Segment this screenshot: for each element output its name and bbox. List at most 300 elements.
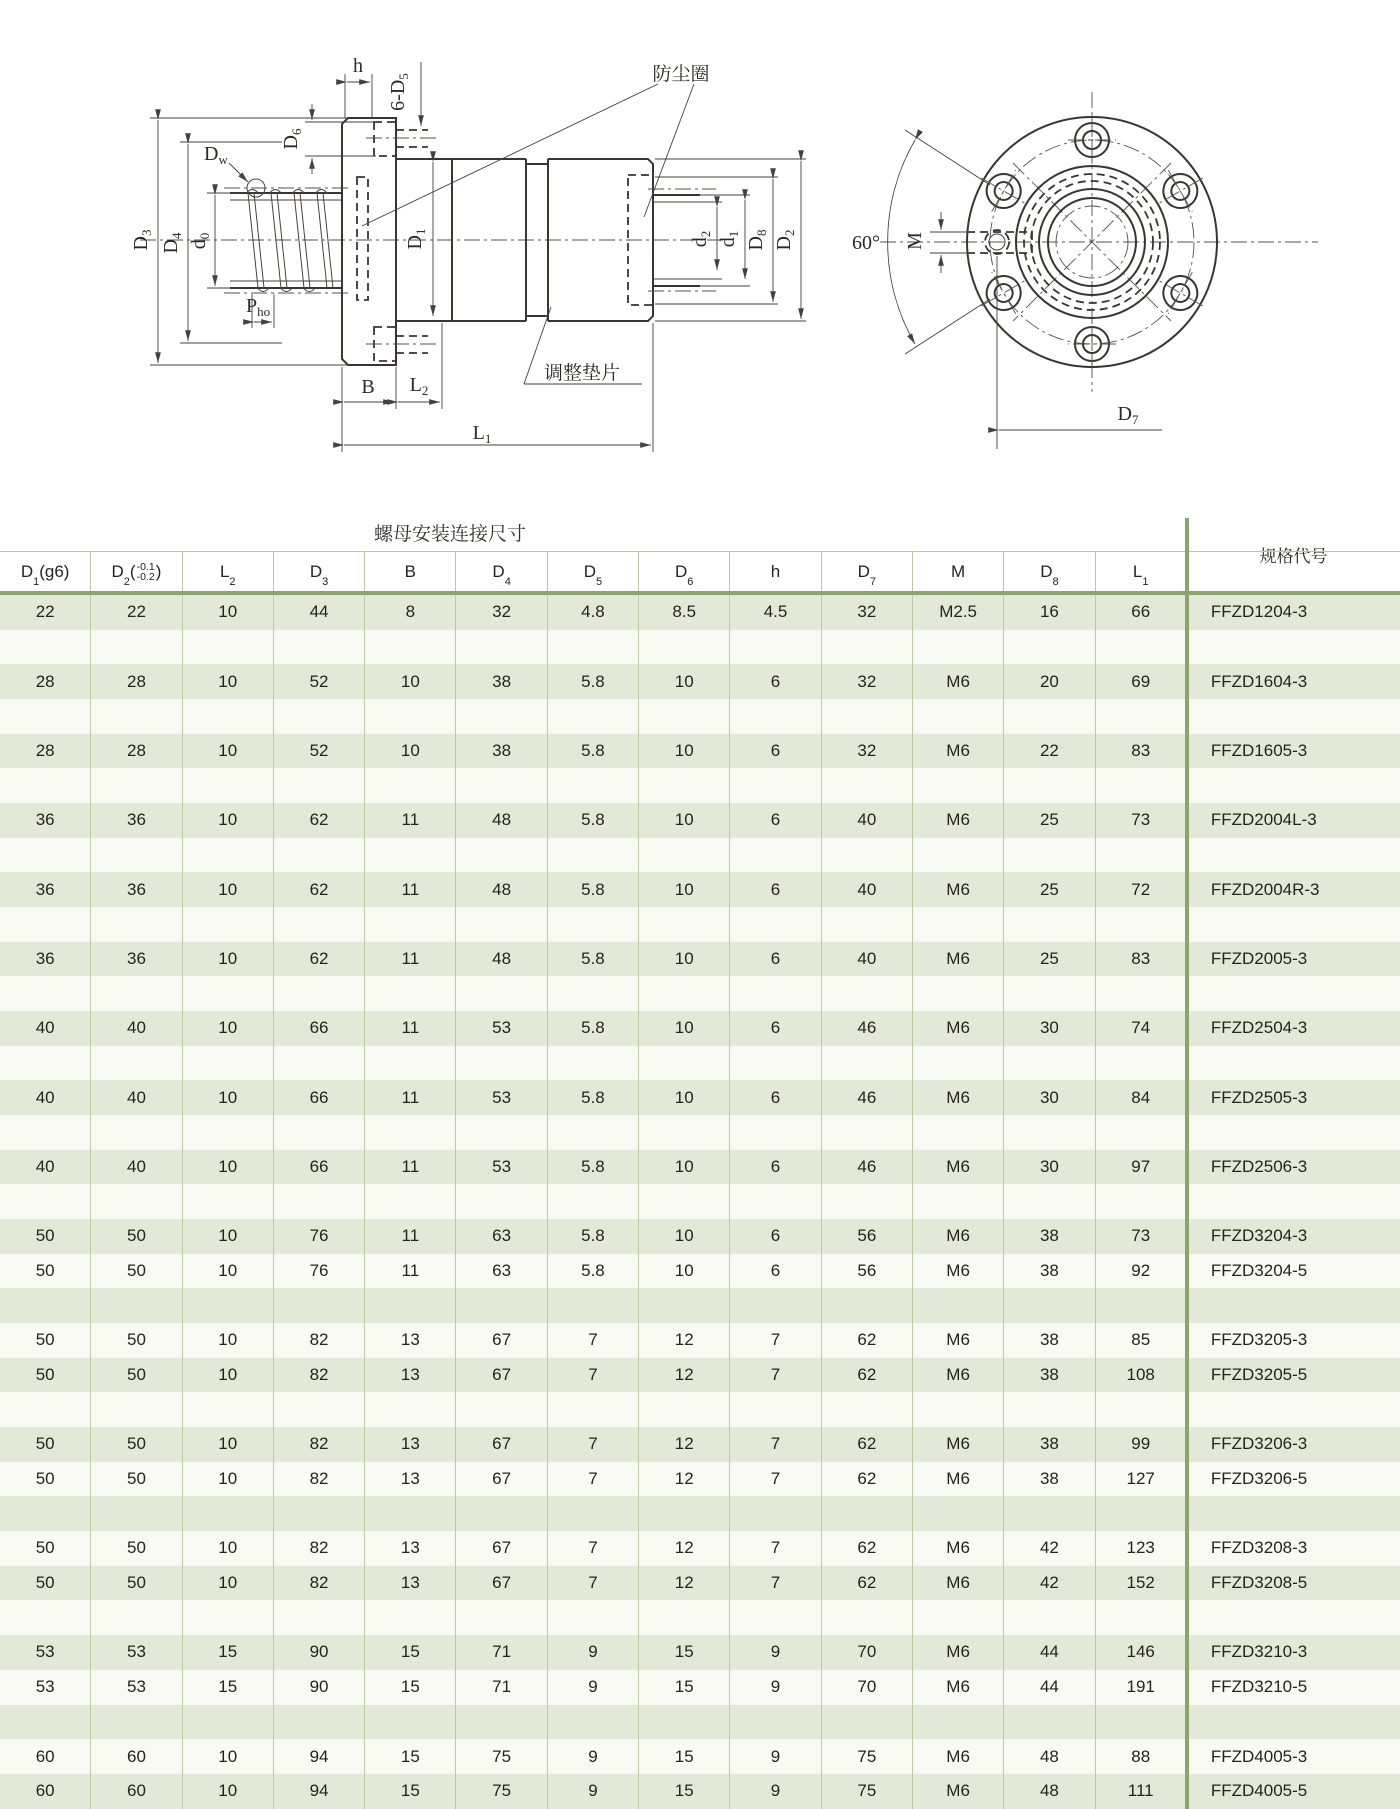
table-cell xyxy=(456,768,547,803)
table-cell xyxy=(548,1705,639,1740)
column-header: D 7 xyxy=(822,552,913,592)
table-cell: 6 xyxy=(730,1150,821,1185)
technical-drawing xyxy=(0,0,1400,460)
table-cell: 7 xyxy=(730,1531,821,1566)
table-cell xyxy=(1004,1184,1095,1219)
table-cell: 94 xyxy=(274,1774,365,1809)
table-cell: 10 xyxy=(183,1531,274,1566)
column-header: M xyxy=(913,552,1004,592)
dim-label-l1: $L_1$ xyxy=(472,422,492,446)
table-cell xyxy=(730,1184,821,1219)
table-cell xyxy=(91,630,182,665)
table-cell xyxy=(183,768,274,803)
table-cell: 38 xyxy=(456,664,547,699)
table-cell xyxy=(1004,838,1095,873)
spec-code-cell: FFZD1604-3 xyxy=(1210,671,1308,691)
spec-code-cell xyxy=(1187,838,1400,873)
table-cell: 10 xyxy=(639,1011,730,1046)
table-cell: 10 xyxy=(183,734,274,769)
table-cell: 48 xyxy=(456,803,547,838)
table-cell: 32 xyxy=(822,664,913,699)
table-cell: 9 xyxy=(548,1635,639,1670)
table-cell: 66 xyxy=(274,1080,365,1115)
table-cell xyxy=(274,1184,365,1219)
table-cell xyxy=(365,1600,456,1635)
table-cell xyxy=(0,1705,91,1740)
table-cell xyxy=(913,1046,1004,1081)
table-cell: 76 xyxy=(274,1254,365,1289)
table-cell xyxy=(1004,976,1095,1011)
table-cell: 67 xyxy=(456,1358,547,1393)
dim-label-d2-small: $d_2$ xyxy=(689,230,713,248)
table-cell xyxy=(1096,768,1187,803)
table-cell: 5.8 xyxy=(548,803,639,838)
table-cell: M6 xyxy=(913,872,1004,907)
table-row xyxy=(0,1358,1400,1393)
table-cell: 40 xyxy=(0,1150,91,1185)
table-cell: 11 xyxy=(365,1011,456,1046)
table-cell xyxy=(1096,1115,1187,1150)
table-cell: 7 xyxy=(548,1358,639,1393)
table-cell: 40 xyxy=(0,1080,91,1115)
table-cell: 62 xyxy=(822,1566,913,1601)
table-cell: 7 xyxy=(548,1462,639,1497)
dust-ring-leader-2 xyxy=(644,84,694,217)
table-cell xyxy=(913,1184,1004,1219)
table-cell: 10 xyxy=(183,1080,274,1115)
table-cell: 50 xyxy=(0,1323,91,1358)
table-spacer-row xyxy=(0,838,1400,873)
table-cell xyxy=(183,1600,274,1635)
table-cell: 40 xyxy=(822,872,913,907)
table-cell xyxy=(548,768,639,803)
spec-code-cell xyxy=(1187,907,1400,942)
table-cell xyxy=(1096,630,1187,665)
table-cell: 10 xyxy=(183,1427,274,1462)
table-cell: M6 xyxy=(913,1774,1004,1809)
table-cell: 15 xyxy=(365,1739,456,1774)
table-cell: 94 xyxy=(274,1739,365,1774)
table-row xyxy=(0,1254,1400,1289)
table-cell: 123 xyxy=(1096,1531,1187,1566)
table-cell xyxy=(1096,1288,1187,1323)
table-cell xyxy=(730,630,821,665)
table-cell: 15 xyxy=(365,1774,456,1809)
table-cell xyxy=(913,838,1004,873)
table-cell: 11 xyxy=(365,1219,456,1254)
table-cell xyxy=(365,907,456,942)
table-cell: 60 xyxy=(91,1739,182,1774)
table-cell: 10 xyxy=(639,734,730,769)
table-cell xyxy=(91,1600,182,1635)
table-cell xyxy=(91,1184,182,1219)
table-cell xyxy=(639,699,730,734)
table-cell xyxy=(274,907,365,942)
table-cell: 62 xyxy=(822,1358,913,1393)
table-cell: 53 xyxy=(456,1080,547,1115)
table-cell: 191 xyxy=(1096,1670,1187,1705)
table-cell xyxy=(274,630,365,665)
spec-code-cell: FFZD3206-3 xyxy=(1210,1434,1308,1454)
table-cell: 48 xyxy=(456,942,547,977)
table-cell xyxy=(730,1046,821,1081)
table-cell: M2.5 xyxy=(913,595,1004,630)
table-cell xyxy=(91,768,182,803)
spec-code-cell xyxy=(1187,1496,1400,1531)
table-cell xyxy=(365,838,456,873)
table-cell xyxy=(365,1496,456,1531)
table-cell: 46 xyxy=(822,1080,913,1115)
table-cell xyxy=(730,1600,821,1635)
table-cell xyxy=(0,1288,91,1323)
table-cell xyxy=(0,1496,91,1531)
table-cell: 10 xyxy=(639,1254,730,1289)
table-cell xyxy=(0,630,91,665)
table-cell xyxy=(639,838,730,873)
table-cell: 9 xyxy=(730,1739,821,1774)
table-cell: 50 xyxy=(0,1427,91,1462)
table-cell xyxy=(730,1705,821,1740)
table-cell xyxy=(639,1392,730,1427)
table-cell: 22 xyxy=(0,595,91,630)
table-cell: 40 xyxy=(91,1080,182,1115)
table-cell: 36 xyxy=(91,803,182,838)
table-cell xyxy=(274,976,365,1011)
table-cell xyxy=(913,1392,1004,1427)
table-cell: 85 xyxy=(1096,1323,1187,1358)
table-cell: 7 xyxy=(730,1323,821,1358)
table-cell: 60 xyxy=(0,1739,91,1774)
table-row xyxy=(0,942,1400,977)
table-cell: 40 xyxy=(0,1011,91,1046)
table-cell: M6 xyxy=(913,1219,1004,1254)
table-cell: 82 xyxy=(274,1323,365,1358)
table-cell xyxy=(365,1705,456,1740)
table-cell: 11 xyxy=(365,1080,456,1115)
spec-code-cell xyxy=(1187,1115,1400,1150)
table-cell: M6 xyxy=(913,1739,1004,1774)
table-cell: 82 xyxy=(274,1358,365,1393)
table-cell: 50 xyxy=(91,1462,182,1497)
table-spacer-row xyxy=(0,976,1400,1011)
table-cell xyxy=(1096,1600,1187,1635)
table-cell: 53 xyxy=(0,1670,91,1705)
table-cell: 50 xyxy=(0,1358,91,1393)
dim-label-d4: $D_4$ xyxy=(160,232,184,254)
table-cell: 71 xyxy=(456,1670,547,1705)
table-cell: 40 xyxy=(91,1150,182,1185)
table-cell: 50 xyxy=(91,1219,182,1254)
dim-label-m: M xyxy=(904,232,926,250)
table-cell: 12 xyxy=(639,1427,730,1462)
table-cell: M6 xyxy=(913,1323,1004,1358)
table-row xyxy=(0,1531,1400,1566)
table-cell: 36 xyxy=(0,803,91,838)
table-cell: 46 xyxy=(822,1150,913,1185)
table-cell: M6 xyxy=(913,1254,1004,1289)
dim-label-d6: $D_6$ xyxy=(280,128,304,150)
table-cell: M6 xyxy=(913,1427,1004,1462)
table-cell xyxy=(456,1392,547,1427)
table-cell: 75 xyxy=(822,1774,913,1809)
table-cell: 6 xyxy=(730,1011,821,1046)
table-cell: 10 xyxy=(639,803,730,838)
table-cell xyxy=(913,1288,1004,1323)
spec-code-cell: FFZD3206-5 xyxy=(1210,1469,1308,1489)
table-cell xyxy=(822,1115,913,1150)
table-cell xyxy=(1096,976,1187,1011)
spec-code-cell: FFZD2505-3 xyxy=(1210,1087,1308,1107)
table-cell: 11 xyxy=(365,942,456,977)
table-cell: M6 xyxy=(913,803,1004,838)
spec-code-cell xyxy=(1187,1600,1400,1635)
table-cell xyxy=(456,976,547,1011)
spec-code-cell: FFZD3208-5 xyxy=(1210,1573,1308,1593)
table-spacer-row xyxy=(0,907,1400,942)
table-cell: 50 xyxy=(0,1566,91,1601)
table-cell: 15 xyxy=(639,1635,730,1670)
table-row xyxy=(0,1011,1400,1046)
table-cell xyxy=(0,1046,91,1081)
table-cell: 38 xyxy=(1004,1462,1095,1497)
table-row xyxy=(0,1739,1400,1774)
table-cell: 9 xyxy=(548,1739,639,1774)
table-cell: 13 xyxy=(365,1323,456,1358)
table-spacer-row xyxy=(0,1705,1400,1740)
table-cell: 82 xyxy=(274,1462,365,1497)
table-cell: 50 xyxy=(91,1254,182,1289)
table-cell xyxy=(1096,1705,1187,1740)
table-row xyxy=(0,664,1400,699)
table-cell: 10 xyxy=(183,1150,274,1185)
table-cell xyxy=(822,907,913,942)
spec-column-divider xyxy=(1185,518,1189,1809)
table-cell xyxy=(456,1600,547,1635)
table-cell: 50 xyxy=(91,1566,182,1601)
table-cell: 88 xyxy=(1096,1739,1187,1774)
table-cell xyxy=(1004,1392,1095,1427)
spec-code-cell xyxy=(1187,1288,1400,1323)
table-cell: 38 xyxy=(456,734,547,769)
table-cell: 90 xyxy=(274,1635,365,1670)
table-cell xyxy=(1096,699,1187,734)
table-cell xyxy=(639,1496,730,1531)
table-cell: 62 xyxy=(822,1462,913,1497)
table-cell: 10 xyxy=(365,734,456,769)
table-body xyxy=(0,595,1400,1809)
table-cell xyxy=(1096,838,1187,873)
table-cell: 16 xyxy=(1004,595,1095,630)
table-cell xyxy=(91,1496,182,1531)
table-row xyxy=(0,1219,1400,1254)
table-cell xyxy=(822,1600,913,1635)
table-cell: 30 xyxy=(1004,1011,1095,1046)
table-cell xyxy=(91,907,182,942)
table-cell: 15 xyxy=(639,1739,730,1774)
table-cell xyxy=(1004,699,1095,734)
table-cell: 10 xyxy=(183,872,274,907)
table-cell: 7 xyxy=(548,1427,639,1462)
table-cell: 48 xyxy=(1004,1739,1095,1774)
table-cell: 38 xyxy=(1004,1254,1095,1289)
table-cell xyxy=(639,768,730,803)
table-cell xyxy=(456,1496,547,1531)
table-cell: 5.8 xyxy=(548,942,639,977)
table-cell xyxy=(91,1392,182,1427)
table-cell xyxy=(365,1046,456,1081)
table-cell xyxy=(913,907,1004,942)
table-cell: 5.8 xyxy=(548,1150,639,1185)
table-cell: 5.8 xyxy=(548,664,639,699)
dim-label-6d5: $6-D_5$ xyxy=(387,73,411,111)
table-cell: 10 xyxy=(183,1566,274,1601)
table-row xyxy=(0,1150,1400,1185)
table-cell xyxy=(183,1496,274,1531)
table-cell: 40 xyxy=(822,803,913,838)
table-cell xyxy=(365,1184,456,1219)
table-cell xyxy=(274,768,365,803)
table-cell: 28 xyxy=(0,664,91,699)
table-cell: 10 xyxy=(639,942,730,977)
spec-code-cell xyxy=(1187,768,1400,803)
table-row xyxy=(0,1462,1400,1497)
table-cell xyxy=(0,1184,91,1219)
table-cell xyxy=(365,976,456,1011)
table-cell xyxy=(1004,1115,1095,1150)
table-cell: 67 xyxy=(456,1323,547,1358)
table-cell: 6 xyxy=(730,942,821,977)
table-cell: 25 xyxy=(1004,942,1095,977)
thread-coils xyxy=(246,190,333,292)
table-cell: 83 xyxy=(1096,734,1187,769)
table-cell: 50 xyxy=(0,1219,91,1254)
table-spacer-row xyxy=(0,1184,1400,1219)
table-cell: 50 xyxy=(91,1427,182,1462)
table-cell: 10 xyxy=(183,1739,274,1774)
table-cell: 40 xyxy=(91,1011,182,1046)
column-header: D 3 xyxy=(274,552,365,592)
table-cell: 4.5 xyxy=(730,595,821,630)
table-cell: M6 xyxy=(913,1670,1004,1705)
table-cell: 25 xyxy=(1004,803,1095,838)
table-cell xyxy=(274,1288,365,1323)
table-row xyxy=(0,1566,1400,1601)
table-cell: 15 xyxy=(183,1670,274,1705)
table-cell: 36 xyxy=(0,942,91,977)
table-spacer-row xyxy=(0,699,1400,734)
table-cell: 7 xyxy=(548,1566,639,1601)
table-cell: M6 xyxy=(913,1566,1004,1601)
table-cell: 62 xyxy=(822,1427,913,1462)
table-cell: 50 xyxy=(0,1462,91,1497)
table-cell: 67 xyxy=(456,1462,547,1497)
table-cell: 12 xyxy=(639,1462,730,1497)
table-cell: 66 xyxy=(1096,595,1187,630)
table-cell: 15 xyxy=(365,1635,456,1670)
table-row xyxy=(0,1774,1400,1809)
table-cell xyxy=(548,838,639,873)
table-cell xyxy=(183,1705,274,1740)
table-cell xyxy=(822,768,913,803)
table-cell xyxy=(730,907,821,942)
dim-label-d3: $D_3$ xyxy=(130,229,154,251)
table-title: 螺母安装连接尺寸 xyxy=(373,524,526,545)
table-cell xyxy=(0,699,91,734)
table-cell: 6 xyxy=(730,1080,821,1115)
table-cell xyxy=(456,630,547,665)
spec-code-cell: FFZD3210-5 xyxy=(1210,1677,1308,1697)
spec-code-cell xyxy=(1187,1184,1400,1219)
table-cell xyxy=(183,699,274,734)
table-cell xyxy=(639,1046,730,1081)
table-cell xyxy=(456,1288,547,1323)
table-cell: 70 xyxy=(822,1670,913,1705)
spec-code-cell: FFZD4005-5 xyxy=(1210,1781,1308,1801)
table-row xyxy=(0,1670,1400,1705)
table-cell xyxy=(365,699,456,734)
spec-code-cell: FFZD2506-3 xyxy=(1210,1157,1308,1177)
table-cell: 10 xyxy=(183,803,274,838)
table-cell xyxy=(0,768,91,803)
table-row xyxy=(0,1427,1400,1462)
table-cell xyxy=(456,838,547,873)
column-header: D 2 ( -0.1 -0.2 ) xyxy=(91,552,182,592)
table-cell: 127 xyxy=(1096,1462,1187,1497)
angle-label: 60° xyxy=(852,232,880,254)
table-cell xyxy=(0,976,91,1011)
column-header: L 1 xyxy=(1096,552,1187,592)
table-cell: 5.8 xyxy=(548,1254,639,1289)
table-cell: 36 xyxy=(0,872,91,907)
table-cell xyxy=(0,838,91,873)
table-cell xyxy=(1004,1600,1095,1635)
table-cell: 44 xyxy=(1004,1670,1095,1705)
table-cell: 5.8 xyxy=(548,872,639,907)
column-header: D 4 xyxy=(456,552,547,592)
table-cell: 10 xyxy=(183,664,274,699)
table-cell: 75 xyxy=(456,1739,547,1774)
table-cell: 28 xyxy=(91,734,182,769)
dim-label-l2: $L_2$ xyxy=(409,374,429,398)
table-cell: 146 xyxy=(1096,1635,1187,1670)
table-spacer-row xyxy=(0,1046,1400,1081)
table-cell: 67 xyxy=(456,1531,547,1566)
table-cell: 72 xyxy=(1096,872,1187,907)
table-cell xyxy=(183,838,274,873)
table-cell: 6 xyxy=(730,1219,821,1254)
dim-label-d8: $D_8$ xyxy=(745,229,769,251)
shim-label: 调整垫片 xyxy=(543,363,621,384)
table-cell xyxy=(0,1392,91,1427)
table-cell: 67 xyxy=(456,1566,547,1601)
table-header-row xyxy=(0,551,1400,592)
table-cell: 75 xyxy=(822,1739,913,1774)
table-cell xyxy=(183,1288,274,1323)
table-cell: 62 xyxy=(822,1323,913,1358)
table-cell xyxy=(548,1184,639,1219)
table-cell: 5.8 xyxy=(548,1080,639,1115)
table-cell xyxy=(639,1600,730,1635)
spec-code-cell: FFZD3204-5 xyxy=(1210,1261,1308,1281)
table-cell xyxy=(456,1705,547,1740)
spec-code-cell xyxy=(1187,699,1400,734)
table-cell: 82 xyxy=(274,1566,365,1601)
table-spacer-row xyxy=(0,1600,1400,1635)
spec-code-cell: FFZD3205-5 xyxy=(1210,1365,1308,1385)
table-cell xyxy=(548,630,639,665)
table-cell xyxy=(91,1705,182,1740)
table-cell: 32 xyxy=(456,595,547,630)
